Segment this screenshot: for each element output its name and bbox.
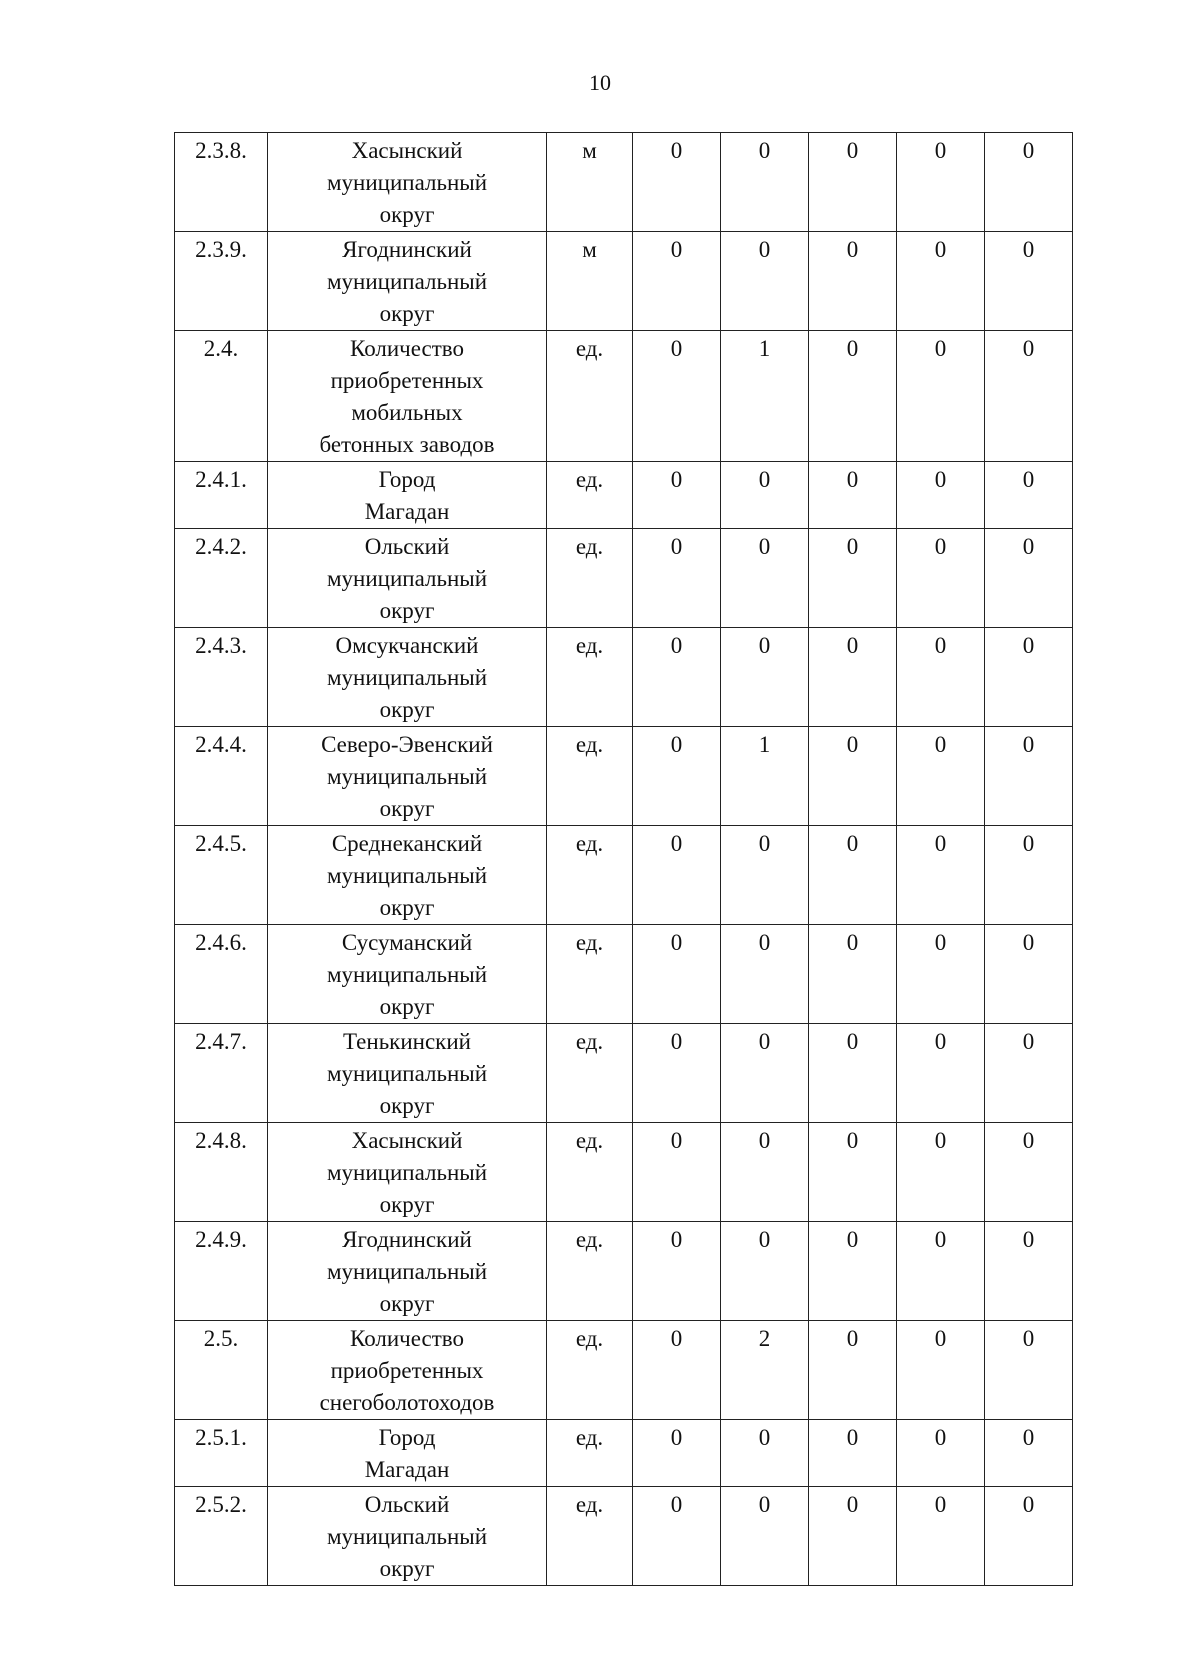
table-row [175,529,1073,628]
row-number-cell: 2.4.1. [175,462,268,529]
value-cell-4: 0 [897,1123,985,1222]
row-number-cell: 2.4.7. [175,1024,268,1123]
indicator-name-line: муниципальный [326,566,488,591]
row-number-cell: 2.4.8. [175,1123,268,1222]
value-cell-5: 0 [985,1222,1073,1321]
value-cell-3: 0 [809,133,897,232]
value-cell-2: 0 [721,133,809,232]
value-cell-3: 0 [809,1123,897,1222]
row-number-cell: 2.4.4. [175,727,268,826]
indicator-name-line: округ [379,697,435,722]
table-body [175,133,1073,1586]
indicator-name-line: Ольский [364,1492,450,1517]
value-cell-3: 0 [809,529,897,628]
value-cell-2: 0 [721,529,809,628]
indicator-name-line: приобретенных [330,1358,484,1383]
unit-cell: ед. [547,331,633,462]
value-cell-5: 0 [985,133,1073,232]
indicator-name-cell [268,1222,547,1321]
row-number-cell: 2.4.6. [175,925,268,1024]
value-cell-4: 0 [897,1222,985,1321]
table-row [175,628,1073,727]
value-cell-1: 0 [633,1222,721,1321]
value-cell-2: 1 [721,727,809,826]
table-row [175,232,1073,331]
indicator-name-line: округ [379,301,435,326]
indicator-name-line: Тенькинский [343,1029,471,1054]
value-cell-2: 1 [721,331,809,462]
value-cell-3: 0 [809,628,897,727]
indicator-name-line: Город [378,467,436,492]
indicator-name-line: бетонных заводов [319,432,495,457]
value-cell-3: 0 [809,331,897,462]
table-row [175,133,1073,232]
value-cell-1: 0 [633,1024,721,1123]
value-cell-3: 0 [809,1024,897,1123]
value-cell-5: 0 [985,1123,1073,1222]
value-cell-1: 0 [633,727,721,826]
value-cell-4: 0 [897,133,985,232]
value-cell-5: 0 [985,529,1073,628]
indicator-name-line: округ [379,202,435,227]
value-cell-4: 0 [897,1420,985,1487]
value-cell-3: 0 [809,826,897,925]
row-number-cell: 2.4.2. [175,529,268,628]
value-cell-3: 0 [809,1321,897,1420]
value-cell-3: 0 [809,1222,897,1321]
value-cell-2: 0 [721,1420,809,1487]
indicator-name-line: округ [379,598,435,623]
value-cell-1: 0 [633,628,721,727]
value-cell-3: 0 [809,1487,897,1586]
indicator-name-line: Омсукчанский [335,633,479,658]
indicator-name-line: Северо-Эвенский [321,732,493,757]
value-cell-5: 0 [985,1024,1073,1123]
value-cell-4: 0 [897,1024,985,1123]
indicator-name-cell [268,133,547,232]
value-cell-1: 0 [633,925,721,1024]
indicator-name-line: округ [379,1093,435,1118]
indicator-name-line: муниципальный [326,962,488,987]
indicator-name-line: Хасынский [351,138,463,163]
table-row [175,1222,1073,1321]
value-cell-4: 0 [897,925,985,1024]
indicator-name-cell [268,826,547,925]
value-cell-5: 0 [985,232,1073,331]
value-cell-4: 0 [897,232,985,331]
unit-cell: ед. [547,925,633,1024]
indicator-name-line: муниципальный [326,1160,488,1185]
indicator-name-cell [268,925,547,1024]
value-cell-3: 0 [809,1420,897,1487]
value-cell-3: 0 [809,462,897,529]
value-cell-2: 2 [721,1321,809,1420]
indicator-name-cell [268,331,547,462]
indicator-name-line: Магадан [364,499,450,524]
indicator-name-line: округ [379,1556,435,1581]
indicator-name-cell [268,628,547,727]
value-cell-4: 0 [897,1487,985,1586]
unit-cell: ед. [547,1024,633,1123]
table-row [175,331,1073,462]
unit-cell: ед. [547,529,633,628]
indicator-name-line: Ягоднинский [342,1227,472,1252]
value-cell-2: 0 [721,1123,809,1222]
unit-cell: м [547,232,633,331]
indicator-name-line: снегоболотоходов [319,1390,495,1415]
value-cell-2: 0 [721,462,809,529]
table-row [175,727,1073,826]
value-cell-2: 0 [721,925,809,1024]
row-number-cell: 2.5.2. [175,1487,268,1586]
indicator-name-cell [268,1420,547,1487]
value-cell-5: 0 [985,628,1073,727]
value-cell-1: 0 [633,232,721,331]
value-cell-1: 0 [633,1487,721,1586]
indicators-table [174,132,1073,1586]
indicator-name-line: Ягоднинский [342,237,472,262]
indicator-name-line: мобильных [351,400,463,425]
indicator-name-line: Количество [350,1326,464,1351]
indicator-name-line: муниципальный [326,764,488,789]
value-cell-4: 0 [897,628,985,727]
table-row [175,1487,1073,1586]
value-cell-3: 0 [809,925,897,1024]
value-cell-2: 0 [721,1222,809,1321]
unit-cell: ед. [547,727,633,826]
page-number: 10 [589,70,611,95]
indicator-name-line: Количество [350,336,464,361]
value-cell-1: 0 [633,826,721,925]
unit-cell: ед. [547,1420,633,1487]
value-cell-3: 0 [809,232,897,331]
indicator-name-line: Магадан [364,1457,450,1482]
row-number-cell: 2.3.8. [175,133,268,232]
value-cell-5: 0 [985,1321,1073,1420]
table-row [175,826,1073,925]
value-cell-4: 0 [897,529,985,628]
indicator-name-line: Ольский [364,534,450,559]
indicator-name-cell [268,727,547,826]
table-row [175,925,1073,1024]
unit-cell: ед. [547,462,633,529]
indicator-name-line: муниципальный [326,863,488,888]
indicator-name-line: муниципальный [326,269,488,294]
unit-cell: ед. [547,826,633,925]
row-number-cell: 2.4.5. [175,826,268,925]
indicator-name-line: Город [378,1425,436,1450]
row-number-cell: 2.4.9. [175,1222,268,1321]
value-cell-1: 0 [633,1420,721,1487]
table-row [175,462,1073,529]
value-cell-5: 0 [985,826,1073,925]
indicator-name-line: округ [379,1291,435,1316]
value-cell-2: 0 [721,232,809,331]
value-cell-3: 0 [809,727,897,826]
unit-cell: ед. [547,1321,633,1420]
indicator-name-line: муниципальный [326,1524,488,1549]
table-row [175,1321,1073,1420]
unit-cell: м [547,133,633,232]
indicator-name-cell [268,232,547,331]
value-cell-1: 0 [633,462,721,529]
value-cell-2: 0 [721,1487,809,1586]
indicator-name-line: приобретенных [330,368,484,393]
indicator-name-cell [268,462,547,529]
unit-cell: ед. [547,1123,633,1222]
value-cell-4: 0 [897,727,985,826]
indicator-name-line: Среднеканский [331,831,483,856]
indicator-name-line: округ [379,1192,435,1217]
value-cell-1: 0 [633,133,721,232]
table-row [175,1420,1073,1487]
indicator-name-line: муниципальный [326,1061,488,1086]
value-cell-2: 0 [721,628,809,727]
table-row [175,1123,1073,1222]
indicator-name-cell [268,1123,547,1222]
unit-cell: ед. [547,1487,633,1586]
row-number-cell: 2.5. [175,1321,268,1420]
value-cell-4: 0 [897,462,985,529]
row-number-cell: 2.4. [175,331,268,462]
value-cell-5: 0 [985,1420,1073,1487]
value-cell-1: 0 [633,331,721,462]
table-row [175,1024,1073,1123]
indicator-name-line: муниципальный [326,1259,488,1284]
indicator-name-line: округ [379,895,435,920]
value-cell-5: 0 [985,925,1073,1024]
value-cell-2: 0 [721,1024,809,1123]
indicator-name-line: Хасынский [351,1128,463,1153]
value-cell-4: 0 [897,1321,985,1420]
row-number-cell: 2.5.1. [175,1420,268,1487]
value-cell-5: 0 [985,331,1073,462]
indicator-name-cell [268,529,547,628]
value-cell-5: 0 [985,462,1073,529]
indicator-name-cell [268,1321,547,1420]
indicator-name-line: Сусуманский [341,930,473,955]
value-cell-1: 0 [633,529,721,628]
indicator-name-line: округ [379,994,435,1019]
row-number-cell: 2.4.3. [175,628,268,727]
indicator-name-cell [268,1487,547,1586]
indicator-name-line: округ [379,796,435,821]
value-cell-1: 0 [633,1123,721,1222]
row-number-cell: 2.3.9. [175,232,268,331]
value-cell-4: 0 [897,826,985,925]
indicator-name-line: муниципальный [326,665,488,690]
value-cell-4: 0 [897,331,985,462]
value-cell-5: 0 [985,1487,1073,1586]
indicator-name-cell [268,1024,547,1123]
value-cell-5: 0 [985,727,1073,826]
indicator-name-line: муниципальный [326,170,488,195]
unit-cell: ед. [547,628,633,727]
unit-cell: ед. [547,1222,633,1321]
value-cell-2: 0 [721,826,809,925]
value-cell-1: 0 [633,1321,721,1420]
